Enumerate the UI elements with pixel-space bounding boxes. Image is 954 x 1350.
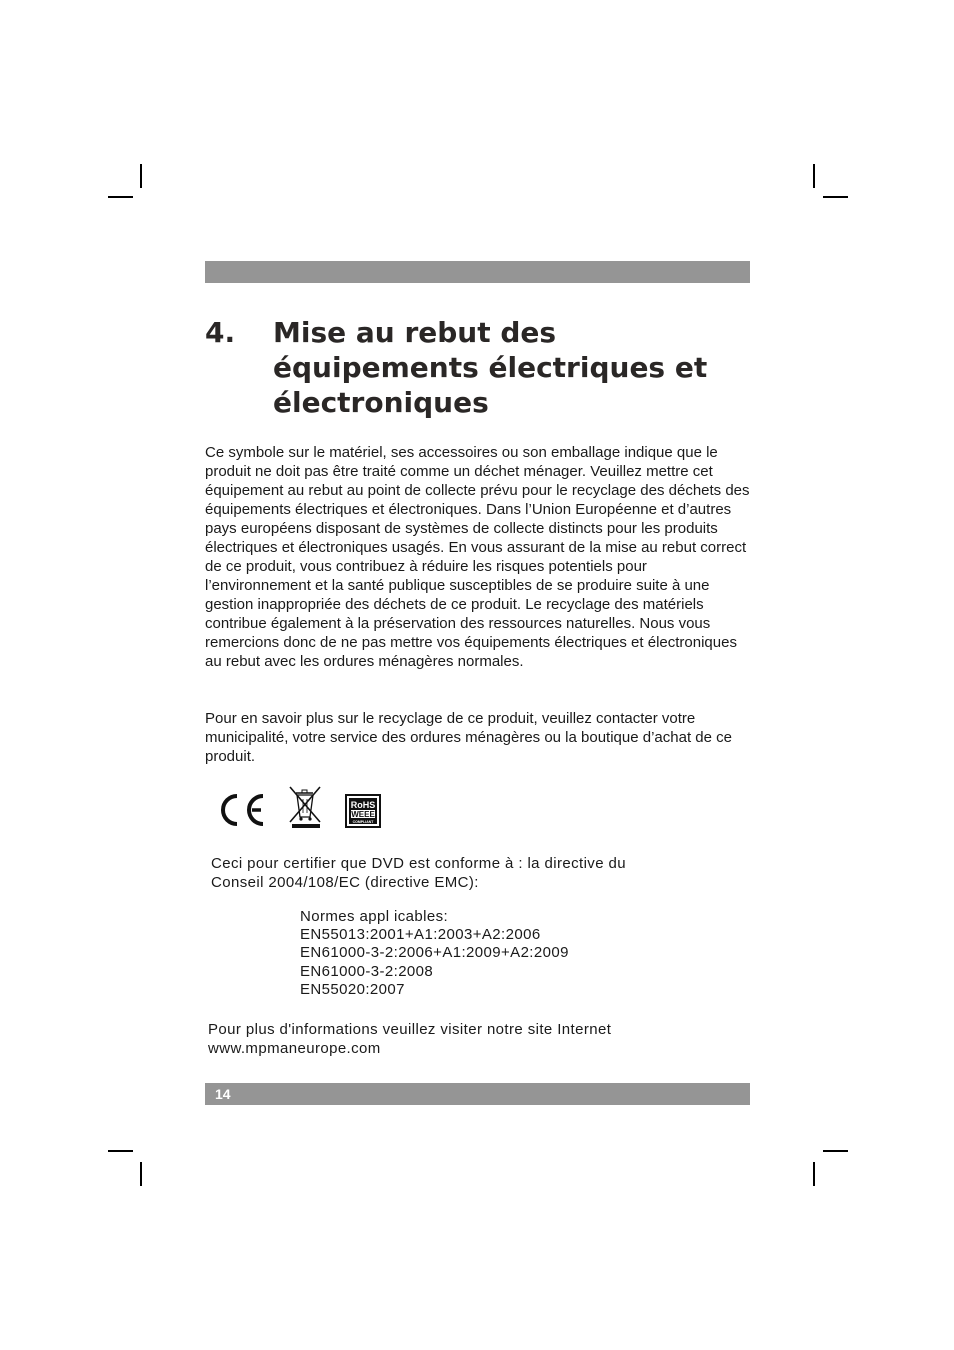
crop-mark [108, 1150, 133, 1152]
crossed-out-bin-icon [290, 787, 320, 828]
website-link: www.mpmaneurope.com [208, 1040, 381, 1057]
standards-heading: Normes appl icables: [300, 908, 449, 925]
crop-mark [140, 164, 142, 188]
crop-mark [108, 196, 133, 198]
certification-line: Conseil 2004/108/EC (directive EMC): [211, 874, 479, 891]
rohs-label: RoHS [350, 800, 376, 810]
footer-bar [205, 1083, 750, 1105]
recycling-info-paragraph: Pour en savoir plus sur le recyclage de ce produit, veuillez contacter votre municipalité, votre service des ordures ménagères ou la boutique d’achat de ce produit. [205, 710, 732, 765]
weee-label: WEEE [351, 810, 375, 819]
crop-mark [823, 1150, 848, 1152]
disposal-paragraph: Ce symbole sur le matériel, ses accessoires ou son emballage indique que le produit ne doit pas être traité comme un déchet ménager. Veuillez mettre cet équipement au rebut au point de collecte prévu pour le recyclage des déchets des équipements électriques et électroniques. Dans l’Union Européenne et d’autres pays européens disposant de systèmes de collecte distincts pour les produits électriques et électroniques usagés. En vous assurant de la mise au rebut correct de ce produit, vous contribuez à réduire les risques potentiels pour l’environnement et la santé publique susceptibles de se produire suite à une gestion inappropriée des déchets de ce produit. Le recyclage des matériels contribue également à la préservation des ressources naturelles. Nous vous remercions donc de ne pas mettre vos équipements électriques et électroniques au rebut avec les ordures ménagères normales. [205, 444, 750, 670]
compliance-logos [215, 786, 390, 830]
crop-mark [813, 164, 815, 188]
rohs-weee-compliant-icon [346, 795, 380, 827]
standard-item: EN55020:2007 [300, 981, 405, 998]
ce-mark-icon [223, 796, 263, 824]
section-number: 4. [205, 316, 236, 349]
crop-mark [823, 196, 848, 198]
standard-item: EN61000-3-2:2008 [300, 963, 434, 980]
standard-item: EN55013:2001+A1:2003+A2:2006 [300, 926, 541, 943]
certification-line: Ceci pour certifier que DVD est conforme à : la directive du [211, 855, 627, 872]
info-line: Pour plus d'informations veuillez visiter notre site Internet [208, 1021, 612, 1038]
page-number: 14 [215, 1086, 231, 1102]
header-bar [205, 261, 750, 283]
compliant-label: COMPLIANT [352, 820, 374, 824]
standard-item: EN61000-3-2:2006+A1:2009+A2:2009 [300, 944, 569, 961]
section-title: Mise au rebut des équipements électriques et électroniques [273, 316, 708, 419]
crop-mark [140, 1162, 142, 1186]
crop-mark [813, 1162, 815, 1186]
